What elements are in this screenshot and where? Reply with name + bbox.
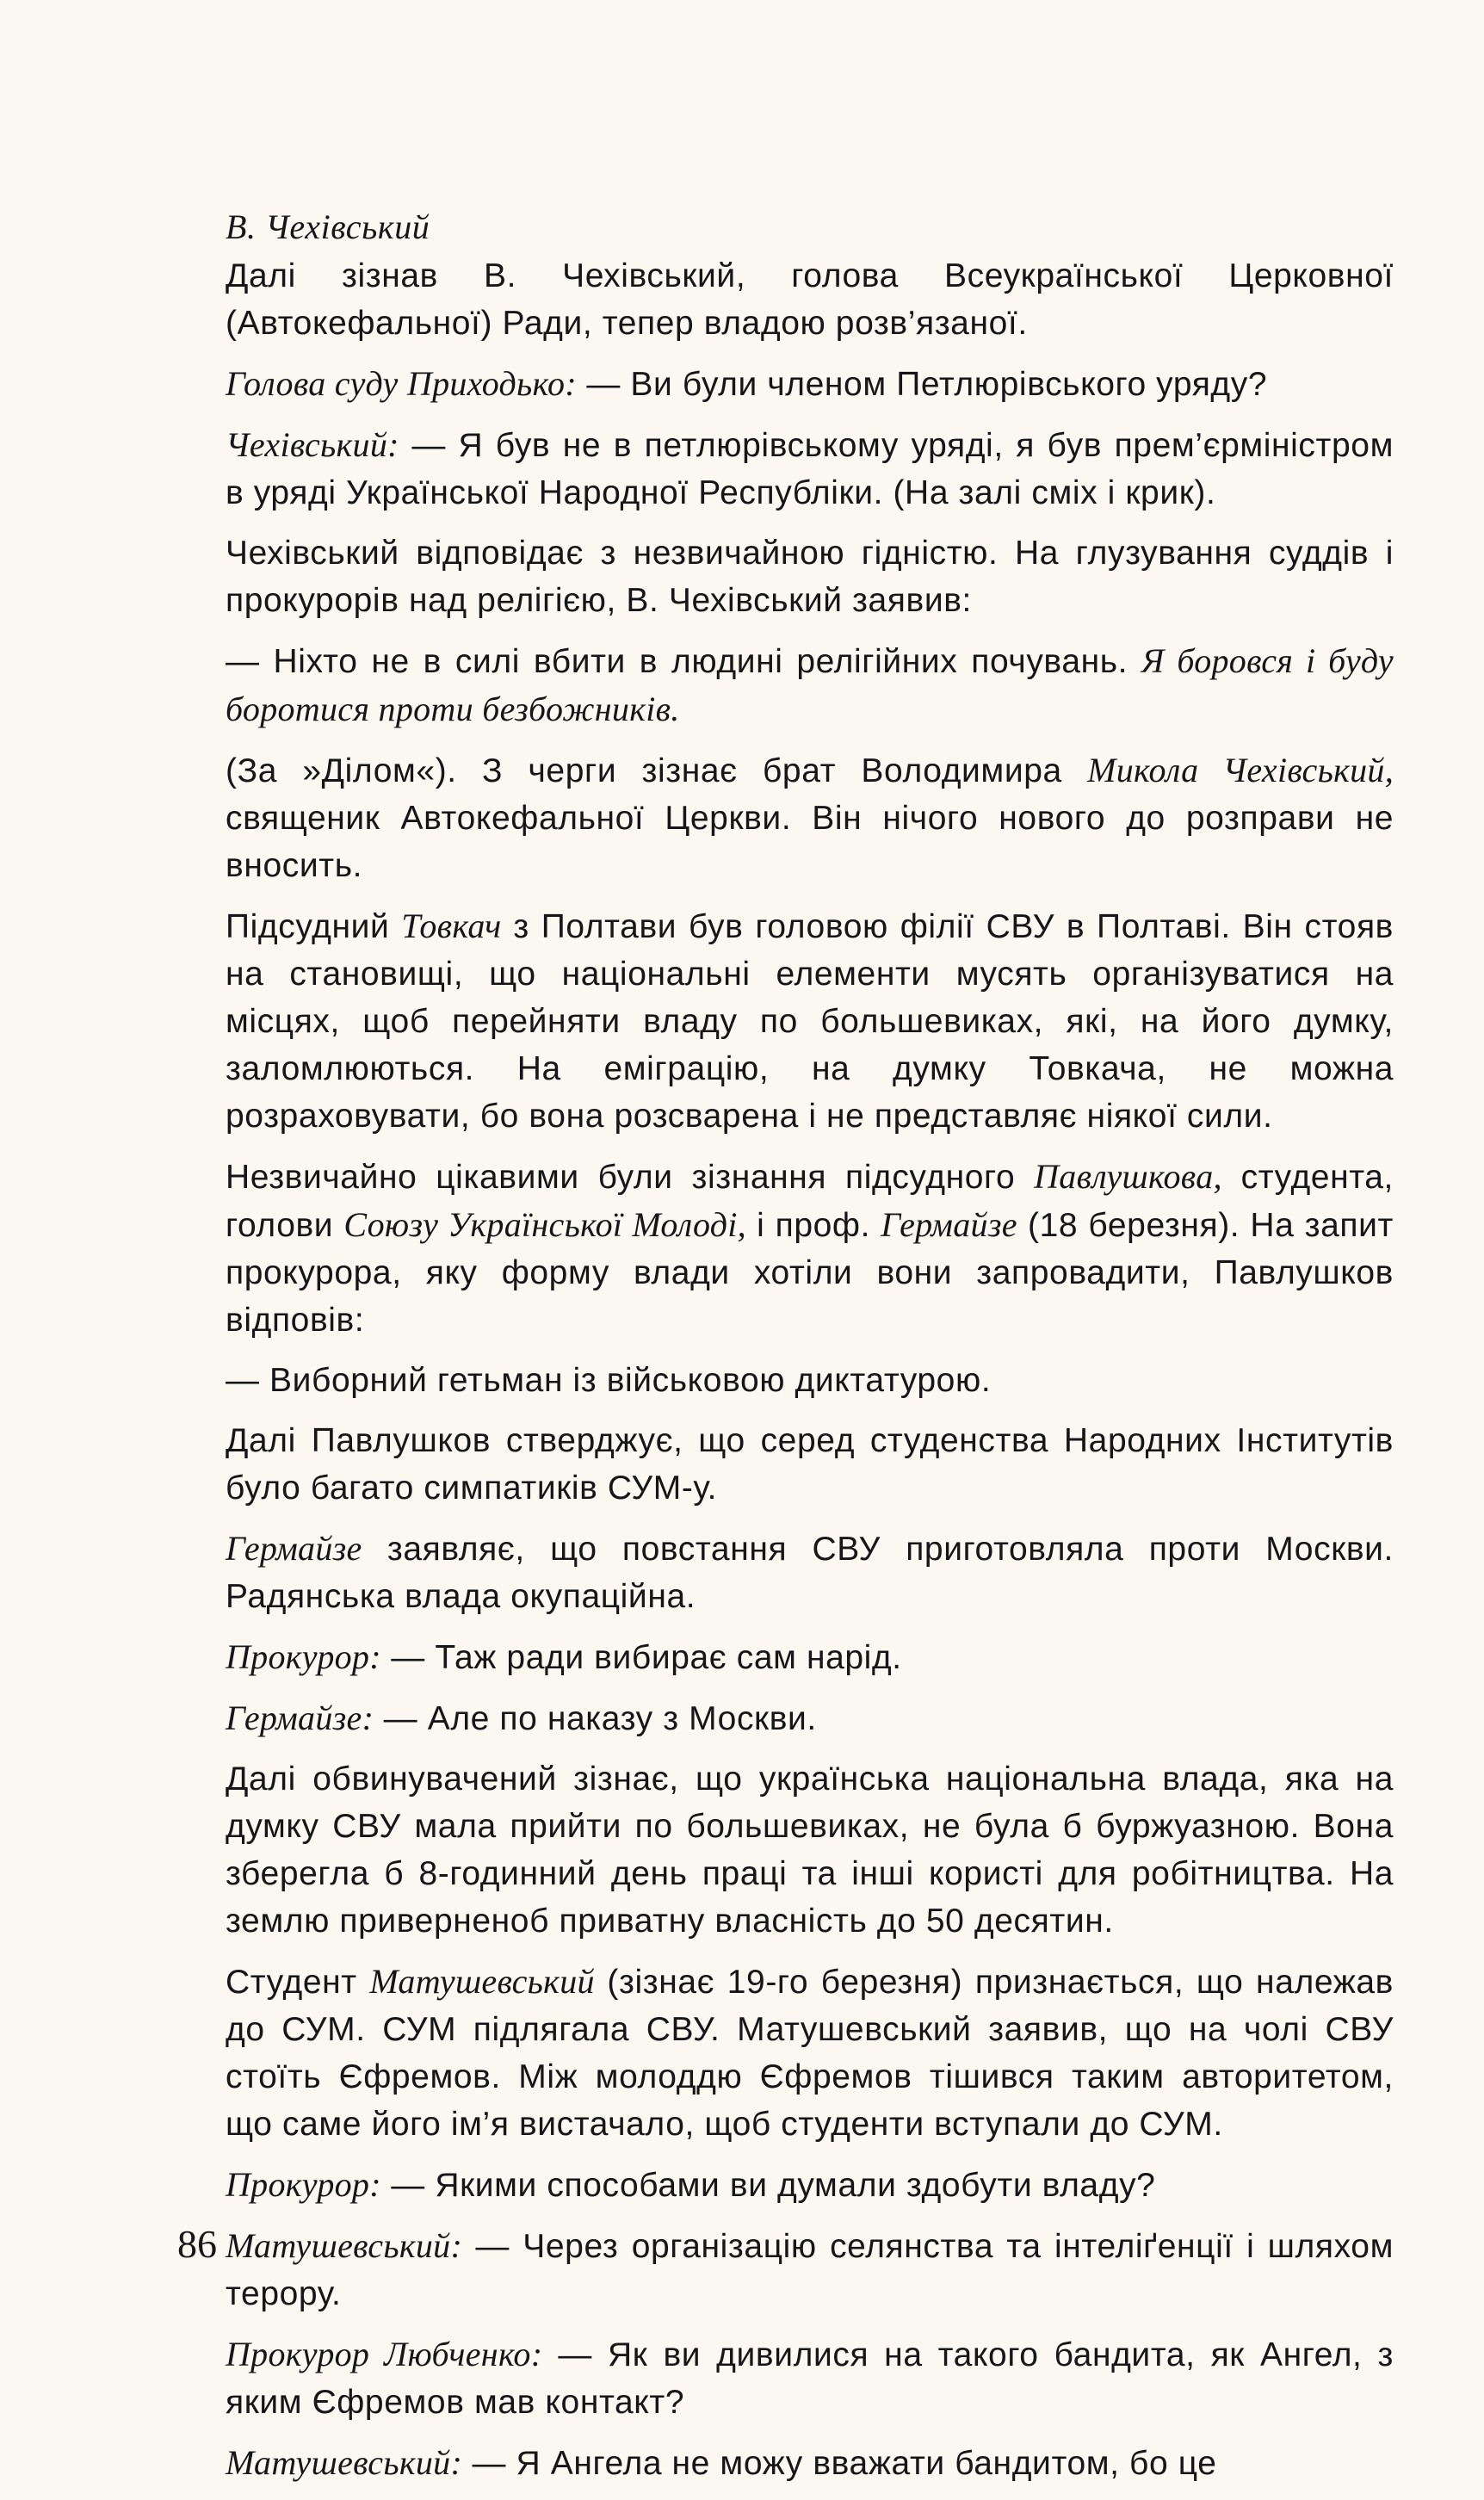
paragraph	[226, 529, 1394, 624]
text-run: — Ніхто не в силі вбити в людині релігійних почувань.	[226, 643, 1141, 680]
text-run: (зізнає 19-го березня) признається, що належав до СУМ. СУМ підлягала СВУ. Матушевський заявив, що на чолі СВУ стоїть Єфремов. Між молоддю Єфремов тішився таким авторитетом, що саме його ім’я вистачало, щоб студенти вступали до СУМ.	[226, 1964, 1394, 2143]
italic-text: Прокурор:	[226, 1637, 381, 1676]
text-run: — Я був не в петлюрівському уряді, я був прем’єрміністром в уряді Української Народної Республіки. (На залі сміх і крик).	[226, 427, 1394, 511]
text-run: (За »Ділом«). З черги зізнає брат Володимира	[226, 752, 1088, 789]
text-run: Далі зізнав В. Чехівський, голова Всеукраїнської Церковної (Автокефальної) Ради, тепер владою розв’язаної.	[226, 257, 1394, 342]
text-run: заявляє, що повстання СВУ приготовляла проти Москви. Радянська влада окупаційна.	[226, 1531, 1394, 1615]
paragraph	[226, 1525, 1394, 1620]
paragraph	[226, 252, 1394, 347]
italic-text: Матушевський:	[226, 2226, 463, 2265]
text-run: — Якими способами ви думали здобути владу?	[380, 2167, 1156, 2204]
text-run: — Таж ради вибирає сам нарід.	[380, 1639, 902, 1676]
italic-text: Гермайзе	[881, 1205, 1017, 1244]
italic-text: Товкач	[401, 907, 502, 945]
paragraph	[226, 1694, 1394, 1742]
paragraph	[226, 902, 1394, 1140]
italic-text: Чехівський:	[226, 425, 399, 464]
paragraph	[226, 421, 1394, 517]
text-run: — Виборний гетьман із військовою диктатурою.	[226, 1362, 992, 1399]
paragraph	[226, 1633, 1394, 1681]
paragraph	[226, 2222, 1394, 2317]
text-run: — Я Ангела не можу вважати бандитом, бо це	[462, 2445, 1217, 2482]
italic-text: Павлушкова,	[1034, 1157, 1222, 1196]
text-run: священик Автокефальної Церкви. Він нічого нового до розправи не вносить.	[226, 800, 1394, 884]
italic-text: Микола Чехівський,	[1087, 751, 1394, 789]
paragraph	[226, 746, 1394, 889]
paragraph	[226, 1755, 1394, 1945]
text-run: Чехівський відповідає з незвичайною гідністю. На глузування суддів і прокурорів над релігією, В. Чехівський заявив:	[226, 535, 1394, 619]
paragraph	[226, 1357, 1394, 1404]
italic-text: Я боровся і буду боротися проти безбожників.	[226, 641, 1394, 728]
italic-text: Матушевський:	[226, 2443, 463, 2482]
text-run: Далі обвинувачений зізнає, що українська національна влада, яка на думку СВУ мала прийти по большевиках, не була б буржуазною. Вона зберегла б 8-годинний день праці та інші користі для робітництва. На землю приверненоб приватну власність до 50 десятин.	[226, 1761, 1394, 1940]
italic-text: Прокурор Любченко:	[226, 2335, 543, 2373]
paragraph	[226, 2439, 1394, 2487]
text-run: студента, голови	[226, 1159, 1394, 1244]
italic-text: Гермайзе	[226, 1529, 362, 1568]
italic-text: Матушевський	[369, 1962, 595, 2001]
text-run: — Як ви дивилися на такого бандита, як Ангел, з яким Єфремов мав контакт?	[226, 2336, 1394, 2421]
paragraph	[226, 360, 1394, 408]
text-run: Незвичайно цікавими були зізнання підсудного	[226, 1159, 1035, 1196]
text-run: (18 березня). На запит прокурора, яку форму влади хотіли вони запровадити, Павлушков відповів:	[226, 1207, 1394, 1339]
paragraph	[226, 2330, 1394, 2426]
paragraph	[226, 637, 1394, 733]
italic-text: Прокурор:	[226, 2165, 381, 2204]
text-run: — Але по наказу з Москви.	[374, 1700, 817, 1737]
page-number: 86	[177, 2222, 217, 2266]
text-run: — Через організацію селянства та інтеліґенції і шляхом терору.	[226, 2228, 1394, 2312]
page-text	[226, 203, 1394, 2500]
text-run: Далі Павлушков стверджує, що серед студенства Народних Інститутів було багато симпатиків СУМ-у.	[226, 1422, 1394, 1507]
section-heading: В. Чехівський	[226, 207, 430, 246]
italic-text: Гермайзе:	[226, 1699, 374, 1737]
paragraphs	[226, 252, 1394, 2487]
text-run: і проф.	[745, 1207, 881, 1244]
italic-text: Голова суду Приходько:	[226, 364, 577, 403]
italic-text: Союзу Української Молоді,	[343, 1205, 746, 1244]
text-run: Підсудний	[226, 908, 402, 945]
text-run: — Ви були членом Петлюрівського уряду?	[576, 366, 1268, 403]
text-run: Студент	[226, 1964, 370, 2001]
text-run: з Полтави був головою філії СВУ в Полтаві. Він стояв на становищі, що національні елементи мусять організуватися на місцях, щоб перейняти владу по большевиках, які, на його думку, заломлюються. На еміграцію, на думку Товкача, не можна розраховувати, бо вона розсварена і не представляє ніякої сили.	[226, 908, 1394, 1135]
paragraph	[226, 1153, 1394, 1344]
paragraph	[226, 1417, 1394, 1512]
paragraph	[226, 2161, 1394, 2209]
paragraph	[226, 1958, 1394, 2148]
